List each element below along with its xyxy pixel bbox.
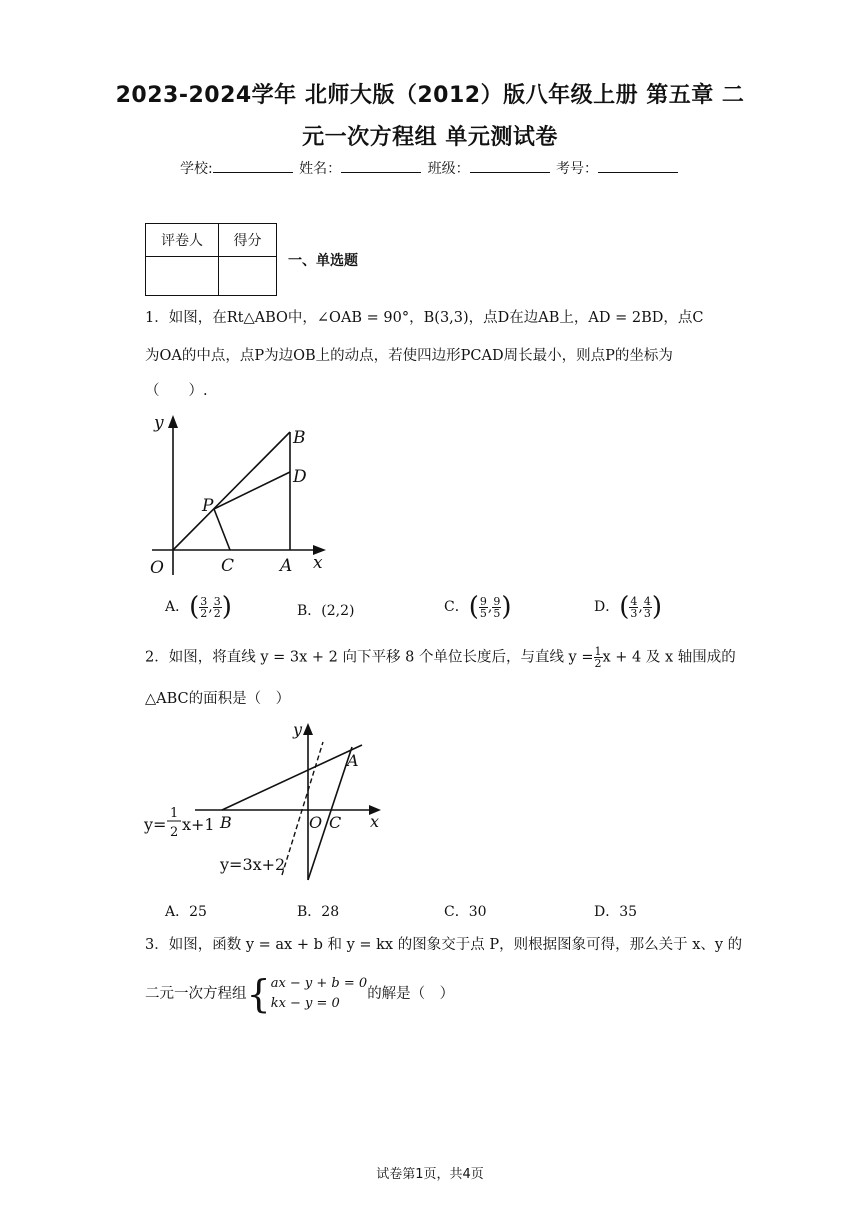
q2-label-B: B [220,813,232,832]
q1-option-b[interactable] [297,600,355,620]
q2-option-d[interactable] [594,901,637,921]
q1-option-c-label: C． [444,599,469,615]
section-title: 一、单选题 [288,253,358,269]
q3-line2-pre: 二元一次方程组 [145,986,247,1002]
q2-option-c-label: C． [444,904,469,920]
q1-label-A: A [280,556,293,576]
q1-option-a[interactable]: A．( $\frac{3}{2}$ , $\frac{3}{2}$ ) [165,592,232,622]
frac-den: 3 [630,606,638,620]
q2-option-a-text: 25 [189,904,207,920]
q2-option-d-text: 35 [619,904,638,920]
frac-num: 3 [213,594,221,608]
q3-line2 [145,974,454,1014]
frac-den: 5 [493,606,501,620]
y-axis-arrow [168,415,178,428]
q2-line1-label-den: 2 [170,825,179,840]
q2-line1 [145,646,736,669]
q2-option-d-label: D． [594,904,620,920]
q2-line2-label: y=3x+2 [220,855,286,874]
q1-figure [140,410,340,580]
class-blank [470,160,550,173]
q1-option-d[interactable]: D．( $\frac{4}{3}$ , $\frac{4}{3}$ ) [594,592,662,622]
q1-line2: 为OA的中点，点P为边OB上的动点，若使四边形PCAD周长最小，则点P的坐标为 [145,348,673,364]
q2-option-b-label: B． [297,904,322,920]
class-label: 班级： [427,161,470,177]
exam-title-line1: 2023-2024学年 北师大版（2012）版八年级上册 第五章 二 [115,83,745,108]
q1-label-D: D [293,467,307,487]
q1-label-x: x [313,553,323,573]
q1-label-P: P [202,496,214,516]
q2-label-O: O [309,813,323,832]
frac-num: 3 [200,594,208,608]
q1-option-a-label: A． [165,599,190,615]
q1-line1: 1．如图，在Rt△ABO中，∠OAB = 90°，B(3,3)，点D在边AB上，AD = 2BD，点C [145,310,704,326]
exam-no-label: 考号： [556,161,599,177]
q2-line1-label-post: x+1 [182,815,215,834]
exam-no-blank [598,160,678,173]
frac-num: 4 [630,594,638,608]
q2-option-a[interactable] [165,901,207,921]
equation-1: ax − y + b = 0 [270,976,368,991]
q2-line1-label-pre: y= [144,815,167,834]
y-axis-arrow [303,723,313,735]
q1-option-d-label: D． [594,599,620,615]
q1-option-b-text: (2,2) [321,603,355,619]
exam-title-line2: 元一次方程组 单元测试卷 [302,125,558,150]
q2-option-c[interactable] [444,901,487,921]
q2-figure [140,715,390,885]
q1-option-b-label: B． [297,603,322,619]
grader-cell [146,257,219,296]
frac-den: 2 [200,606,208,620]
frac-num: 9 [493,594,501,608]
frac-den: 5 [479,606,487,620]
q2-label-x: x [370,812,380,831]
system-brace: { [246,972,271,1016]
name-blank [341,160,421,173]
q1-label-y: y [154,413,164,433]
q2-label-A: A [347,751,359,770]
q1-line3: （ ）. [145,383,208,399]
student-info-line [0,158,860,178]
school-label: 学校: [179,161,213,177]
q2-line1-part-b: x + 4 及 x 轴围成的 [602,649,736,666]
frac-den: 3 [643,606,651,620]
q2-option-b-text: 28 [321,904,340,920]
q2-label-C: C [329,813,342,832]
score-header: 得分 [219,224,277,257]
page-footer: 试卷第1页，共4页 [376,1167,484,1182]
q2-line1-part-a: 2．如图，将直线 y = 3x + 2 向下平移 8 个单位长度后，与直线 y = [145,649,594,666]
equation-2: kx − y = 0 [270,996,340,1011]
q2-label-y: y [293,720,303,739]
q2-line2: △ABC的面积是（ ） [145,691,291,707]
q1-option-c[interactable]: C．( $\frac{9}{5}$ , $\frac{9}{5}$ ) [444,592,512,622]
name-label: 姓名： [299,161,342,177]
q2-option-c-text: 30 [468,904,487,920]
q2-option-b[interactable] [297,901,339,921]
q1-label-C: C [221,556,235,576]
q1-label-B: B [293,428,306,448]
q1-label-O: O [150,558,164,578]
school-blank [213,160,293,173]
q3-line2-post: 的解是（ ） [367,986,455,1002]
frac-den: 2 [594,657,602,670]
score-cell [219,257,277,296]
frac-num: 4 [643,594,651,608]
frac-num: 9 [479,594,487,608]
score-table [145,223,277,296]
frac-den: 2 [213,606,221,620]
q2-option-a-label: A． [165,904,190,920]
q2-line1-label-num: 1 [170,806,179,821]
q3-line1: 3．如图，函数 y = ax + b 和 y = kx 的图象交于点 P，则根据图象可得，那么关于 x、y 的 [145,937,743,953]
grader-header: 评卷人 [146,224,219,257]
frac-num: 1 [594,645,602,658]
equation-system [271,974,368,1014]
